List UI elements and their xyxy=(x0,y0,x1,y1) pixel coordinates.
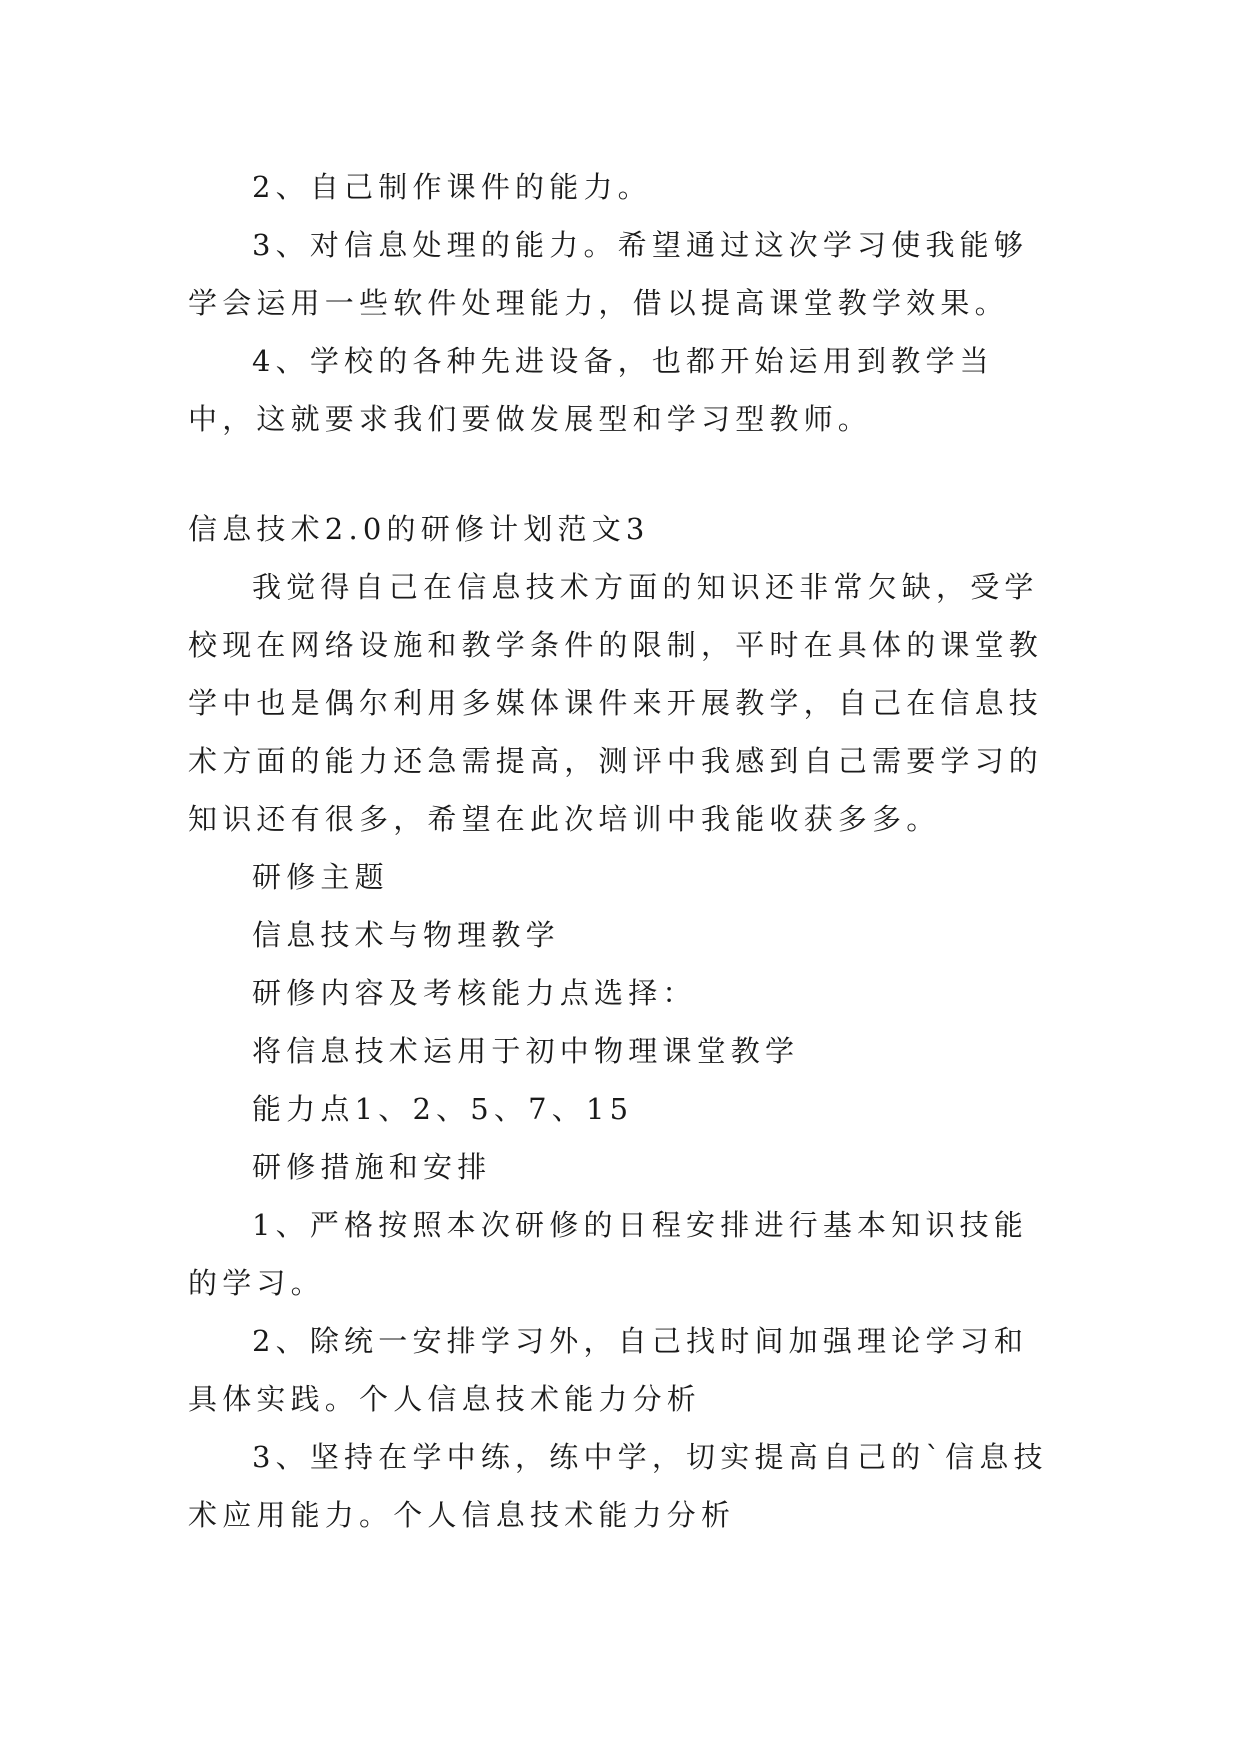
paragraph-item-2: 2、自己制作课件的能力。 xyxy=(252,170,652,204)
measures-label: 研修措施和安排 xyxy=(252,1150,492,1184)
content-label: 研修内容及考核能力点选择： xyxy=(252,976,697,1010)
topic-label: 研修主题 xyxy=(252,860,389,894)
measure-item-3: 3、坚持在学中练，练中学，切实提高自己的`信息技术应用能力。个人信息技术能力分析 xyxy=(188,1440,1048,1532)
paragraph-item-4: 4、学校的各种先进设备，也都开始运用到教学当中，这就要求我们要做发展型和学习型教师。 xyxy=(188,344,994,436)
intro-paragraph: 我觉得自己在信息技术方面的知识还非常欠缺，受学校现在网络设施和教学条件的限制，平时在具体的课堂教学中也是偶尔利用多媒体课件来开展教学，自己在信息技术方面的能力还急需提高，测评中我感到自己需要学习的知识还有很多，希望在此次培训中我能收获多多。 xyxy=(188,570,1044,836)
paragraph-item-3: 3、对信息处理的能力。希望通过这次学习使我能够学会运用一些软件处理能力，借以提高课堂教学效果。 xyxy=(188,228,1029,320)
section-title: 信息技术2.0的研修计划范文3 xyxy=(188,512,650,546)
measure-item-1: 1、严格按照本次研修的日程安排进行基本知识技能的学习。 xyxy=(188,1208,1029,1300)
ability-points: 能力点1、2、5、7、15 xyxy=(252,1092,634,1126)
document-body xyxy=(188,158,1058,1544)
measure-item-2: 2、除统一安排学习外，自己找时间加强理论学习和具体实践。个人信息技术能力分析 xyxy=(188,1324,1029,1416)
content-value: 将信息技术运用于初中物理课堂教学 xyxy=(252,1034,800,1068)
topic-value: 信息技术与物理教学 xyxy=(252,918,560,952)
section-gap xyxy=(188,448,1058,500)
